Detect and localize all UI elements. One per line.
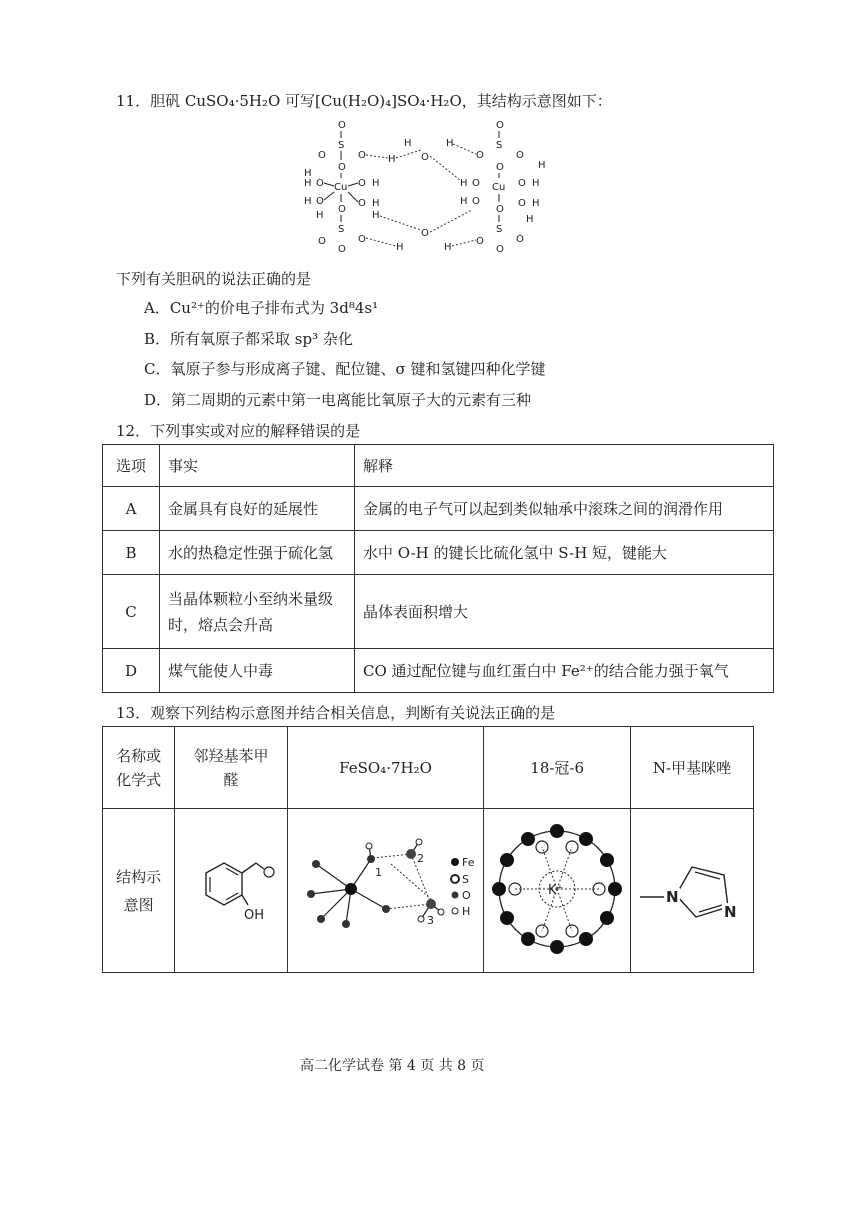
svg-text:1: 1: [374, 865, 382, 879]
structure-methylimidazole: [631, 809, 754, 973]
svg-text:O: O: [316, 178, 324, 189]
table-row: [103, 809, 754, 973]
svg-text:O: O: [358, 198, 366, 209]
q13-stem: 13．观察下列结构示意图并结合相关信息，判断有关说法正确的是: [116, 704, 556, 722]
potassium-label: K⁺: [548, 882, 564, 898]
svg-text:O: O: [338, 162, 346, 173]
svg-text:S: S: [496, 140, 503, 151]
svg-text:O: O: [496, 162, 504, 173]
q11-option-b: B．所有氧原子都采取 sp³ 杂化: [144, 330, 353, 348]
svg-text:H: H: [388, 154, 396, 165]
svg-text:H: H: [404, 138, 412, 149]
structure-feso4: [287, 809, 484, 973]
svg-text:H: H: [446, 138, 454, 149]
q11-option-c: C．氧原子参与形成离子键、配位键、σ 键和氢键四种化学键: [144, 360, 546, 378]
svg-text:H: H: [460, 178, 468, 189]
svg-text:O: O: [496, 244, 504, 255]
q13-table: [102, 726, 754, 973]
svg-text:O: O: [318, 236, 326, 247]
n-label: N: [724, 902, 737, 921]
svg-text:O: O: [338, 244, 346, 255]
svg-text:H: H: [304, 168, 312, 179]
table-row: C 当晶体颗粒小至纳米量级时，熔点会升高 晶体表面积增大: [103, 575, 774, 649]
svg-text:H: H: [532, 178, 540, 189]
svg-text:O: O: [421, 228, 429, 239]
table-row: D 煤气能使人中毒 CO 通过配位键与血红蛋白中 Fe²⁺的结合能力强于氧气: [103, 649, 774, 693]
svg-text:S: S: [461, 872, 469, 886]
svg-text:O: O: [316, 196, 324, 207]
struct-s: S: [338, 140, 345, 151]
svg-text:H: H: [460, 196, 468, 207]
svg-text:O: O: [338, 204, 346, 215]
svg-text:H: H: [461, 904, 470, 918]
svg-text:O: O: [516, 150, 524, 161]
svg-text:O: O: [476, 236, 484, 247]
svg-text:O: O: [516, 234, 524, 245]
svg-text:O: O: [472, 178, 480, 189]
col-name-crown-ether: 18-冠-6: [484, 727, 631, 809]
col-name-methylimidazole: N-甲基咪唑: [631, 727, 754, 809]
svg-text:H: H: [316, 210, 324, 221]
svg-text:O: O: [421, 152, 429, 163]
struct-cu: Cu: [334, 182, 348, 193]
svg-text:O: O: [496, 204, 504, 215]
svg-text:Cu: Cu: [492, 182, 506, 193]
page-footer: 高二化学试卷 第 4 页 共 8 页: [300, 1058, 485, 1074]
svg-text:H: H: [304, 196, 312, 207]
svg-text:S: S: [496, 224, 503, 235]
row-header-structure: 结构示意图: [103, 809, 175, 973]
header-fact: 事实: [160, 445, 355, 487]
svg-text:2: 2: [416, 851, 424, 865]
header-explanation: 解释: [355, 445, 774, 487]
svg-text:H: H: [538, 160, 546, 171]
svg-text:H: H: [396, 242, 404, 253]
svg-text:O: O: [476, 150, 484, 161]
svg-text:H: H: [304, 178, 312, 189]
svg-text:O: O: [358, 150, 366, 161]
svg-text:Fe: Fe: [461, 855, 475, 869]
q12-table: [102, 444, 774, 693]
svg-text:H: H: [372, 198, 380, 209]
svg-text:O: O: [358, 178, 366, 189]
oh-label: OH: [244, 907, 265, 923]
svg-text:H: H: [372, 210, 380, 221]
header-option: 选项: [103, 445, 160, 487]
q11-intro: 下列有关胆矾的说法正确的是: [116, 270, 312, 288]
svg-text:O: O: [518, 178, 526, 189]
q12-stem: 12．下列事实或对应的解释错误的是: [116, 422, 361, 440]
q11-option-a: A．Cu²⁺的价电子排布式为 3d⁸4s¹: [144, 299, 379, 317]
q11-stem: 11．胆矾 CuSO₄·5H₂O 可写[Cu(H₂O)₄]SO₄·H₂O，其结构示意图如下：: [116, 92, 612, 110]
svg-text:H: H: [372, 178, 380, 189]
structure-salicylaldehyde: [175, 809, 287, 973]
svg-text:H: H: [526, 214, 534, 225]
svg-text:O: O: [461, 888, 471, 902]
svg-text:O: O: [518, 198, 526, 209]
svg-text:H: H: [532, 198, 540, 209]
svg-text:S: S: [338, 224, 345, 235]
table-header-row: [103, 445, 774, 487]
svg-text:O: O: [472, 196, 480, 207]
table-row: B 水的热稳定性强于硫化氢 水中 O-H 的键长比硫化氢中 S-H 短，键能大: [103, 531, 774, 575]
svg-text:3: 3: [426, 913, 434, 927]
col-name-feso4: FeSO₄·7H₂O: [287, 727, 484, 809]
structure-crown-ether: [484, 809, 631, 973]
struct-o: O: [338, 120, 346, 131]
col-name-salicylaldehyde: 邻羟基苯甲醛: [175, 727, 287, 809]
svg-text:H: H: [444, 242, 452, 253]
q11-option-d: D．第二周期的元素中第一电离能比氧原子大的元素有三种: [144, 391, 532, 409]
row-header-name: 名称或化学式: [103, 727, 175, 809]
svg-text:O: O: [496, 120, 504, 131]
svg-text:O: O: [318, 150, 326, 161]
cuso4-structure-diagram: [296, 118, 566, 260]
table-row: [103, 727, 754, 809]
table-row: A 金属具有良好的延展性 金属的电子气可以起到类似轴承中滚珠之间的润滑作用: [103, 487, 774, 531]
n-label: N: [666, 887, 679, 906]
svg-text:O: O: [358, 234, 366, 245]
